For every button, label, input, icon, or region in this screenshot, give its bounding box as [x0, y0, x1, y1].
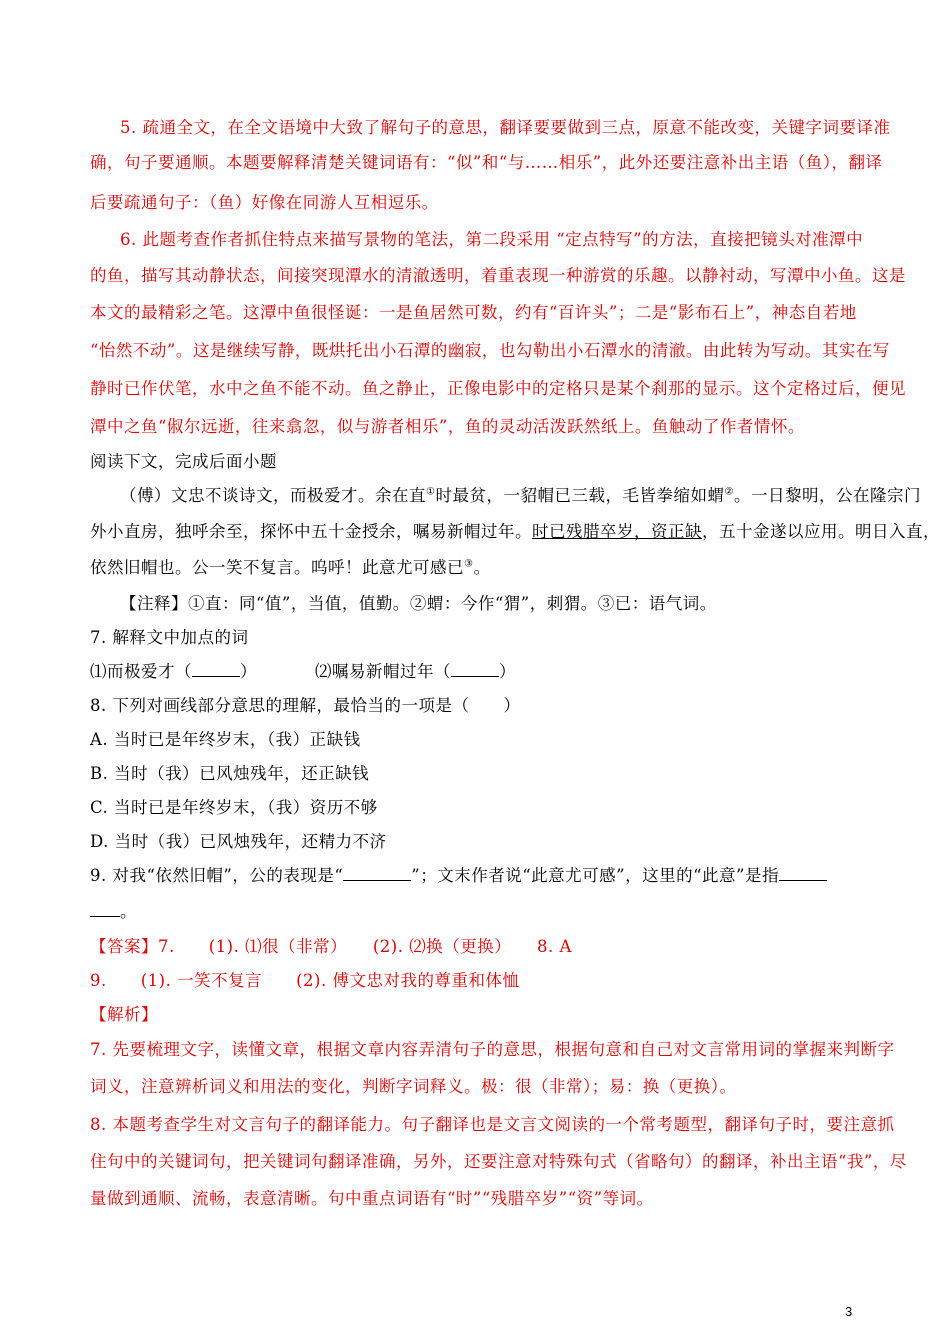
answer-blank[interactable]	[451, 662, 499, 677]
question-8-option-d: D. 当时（我）已风烛残年，还精力不济	[90, 832, 387, 851]
question-7-item-2-end: ）	[499, 662, 516, 681]
analysis-7-line-1: 7. 先要梳理文字，读懂文章，根据文章内容弄清句子的意思，根据句意和自己对文言常用词的掌握来判断字	[90, 1040, 895, 1059]
footnote-marker: ②	[724, 486, 734, 498]
question-7-items	[90, 662, 865, 682]
explanation-6-line-5: 静时已作伏笔，水中之鱼不能不动。鱼之静止，正像电影中的定格只是某个刹那的显示。这个定格过后，便见	[90, 379, 906, 398]
footnote-marker: ①	[426, 486, 436, 498]
answer-blank[interactable]	[779, 866, 827, 881]
explanation-6-line-4: “怡然不动”。这是继续写静，既烘托出小石潭的幽寂，也勾勒出小石潭水的清澈。由此转为写动。其实在写	[90, 341, 890, 360]
explanation-5-line-3: 后要疏通句子：（鱼）好像在同游人互相逗乐。	[90, 193, 439, 212]
passage-line-3	[90, 558, 865, 578]
answer-text: 7. (1). ⑴很（非常） (2). ⑵换（更换） 8. A	[158, 937, 572, 956]
passage-line-2	[90, 522, 940, 542]
footnote-marker: ③	[464, 558, 474, 570]
question-7-item-1-end: ）	[240, 662, 257, 681]
passage-notes: 【注释】①直：同“值”，当值，值勤。②蝟：今作“猬”，刺猬。③已：语气词。	[120, 594, 717, 613]
question-7-item-2: ⑵嘱易新帽过年（	[315, 662, 451, 681]
question-8-title: 8. 下列对画线部分意思的理解，最恰当的一项是（ ）	[90, 696, 521, 715]
explanation-5-line-1: 5. 疏通全文，在全文语境中大致了解句子的意思，翻译要要做到三点，原意不能改变，关键字词要译准	[120, 118, 891, 137]
passage-text: ，五十金遂以应用。明日入直，	[702, 522, 940, 541]
reading-instruction: 阅读下文，完成后面小题	[90, 452, 277, 471]
answer-blank[interactable]	[343, 866, 411, 881]
explanation-6-line-3: 本文的最精彩之笔。这潭中鱼很怪诞：一是鱼居然可数，约有“百许头”；二是“影布石上”，神态自若地	[90, 303, 857, 322]
passage-text: 外小直房，独呼余至，探怀中五十金授余，嘱易新帽过年。	[90, 522, 532, 541]
answer-line-2: 9. (1). 一笑不复言 (2). 傅文忠对我的尊重和体恤	[90, 971, 520, 990]
passage-text: 依然旧帽也。公一笑不复言。呜呼！此意尤可感已	[90, 558, 464, 577]
explanation-6-line-6: 潭中之鱼“俶尔远逝，往来翕忽，似与游者相乐”，鱼的灵动活泼跃然纸上。鱼触动了作者情怀。	[90, 417, 805, 436]
passage-text: 。一日黎明，公在隆宗门	[733, 486, 921, 505]
explanation-6-line-2: 的鱼，描写其动静状态，间接突现潭水的清澈透明，着重表现一种游赏的乐趣。以静衬动，写潭中小鱼。这是	[90, 266, 906, 285]
explanation-5-line-2: 确，句子要通顺。本题要解释清楚关键词语有：“似”和“与……相乐”，此外还要注意补出主语（鱼），翻译	[90, 153, 883, 172]
passage-line-1	[120, 486, 921, 506]
page-number: 3	[845, 1304, 853, 1319]
analysis-8-line-3: 量做到通顺、流畅，表意清晰。句中重点词语有“时”“残腊卒岁”“资”等词。	[90, 1189, 654, 1208]
passage-text: 时最贫，一貂帽已三载，毛皆拳缩如蝟	[435, 486, 725, 505]
question-8-option-b: B. 当时（我）已风烛残年，还正缺钱	[90, 764, 370, 783]
question-8-option-c: C. 当时已是年终岁末，（我）资历不够	[90, 798, 378, 817]
question-9-text-a: 9. 对我“依然旧帽”，公的表现是“	[90, 866, 344, 885]
analysis-label: 【解析】	[90, 1005, 158, 1024]
question-7-title: 7. 解释文中加点的词	[90, 628, 249, 647]
question-9-text-b: ”；文末作者说“此意尤可感”，这里的“此意”是指	[411, 866, 779, 885]
analysis-8-line-2: 住句中的关键词句，把关键词句翻译准确，另外，还要注意对特殊句式（省略句）的翻译，补出主语“我”，尽	[90, 1152, 907, 1171]
question-9	[90, 866, 865, 886]
answer-line-1	[90, 937, 865, 957]
underlined-phrase: 时已残腊卒岁，资正缺	[532, 522, 702, 541]
question-7-item-1: ⑴而极爱才（	[90, 662, 192, 681]
answer-blank[interactable]	[192, 662, 240, 677]
passage-text: （傅）文忠不谈诗文，而极爱才。余在直	[120, 486, 426, 505]
question-9-continued	[90, 902, 865, 922]
answer-label: 【答案】	[90, 937, 158, 956]
passage-text: 。	[473, 558, 491, 577]
explanation-6-line-1: 6. 此题考查作者抓住特点来描写景物的笔法，第二段采用 “定点特写”的方法，直接把镜头对准潭中	[120, 230, 864, 249]
analysis-8-line-1: 8. 本题考查学生对文言句子的翻译能力。句子翻译也是文言文阅读的一个常考题型，翻译句子时，要注意抓	[90, 1115, 895, 1134]
question-9-end: 。	[120, 902, 137, 921]
answer-blank[interactable]	[90, 902, 120, 917]
analysis-7-line-2: 词义，注意辨析词义和用法的变化，判断字词释义。极：很（非常）；易：换（更换）。	[90, 1077, 737, 1096]
question-8-option-a: A. 当时已是年终岁末，（我）正缺钱	[90, 730, 361, 749]
